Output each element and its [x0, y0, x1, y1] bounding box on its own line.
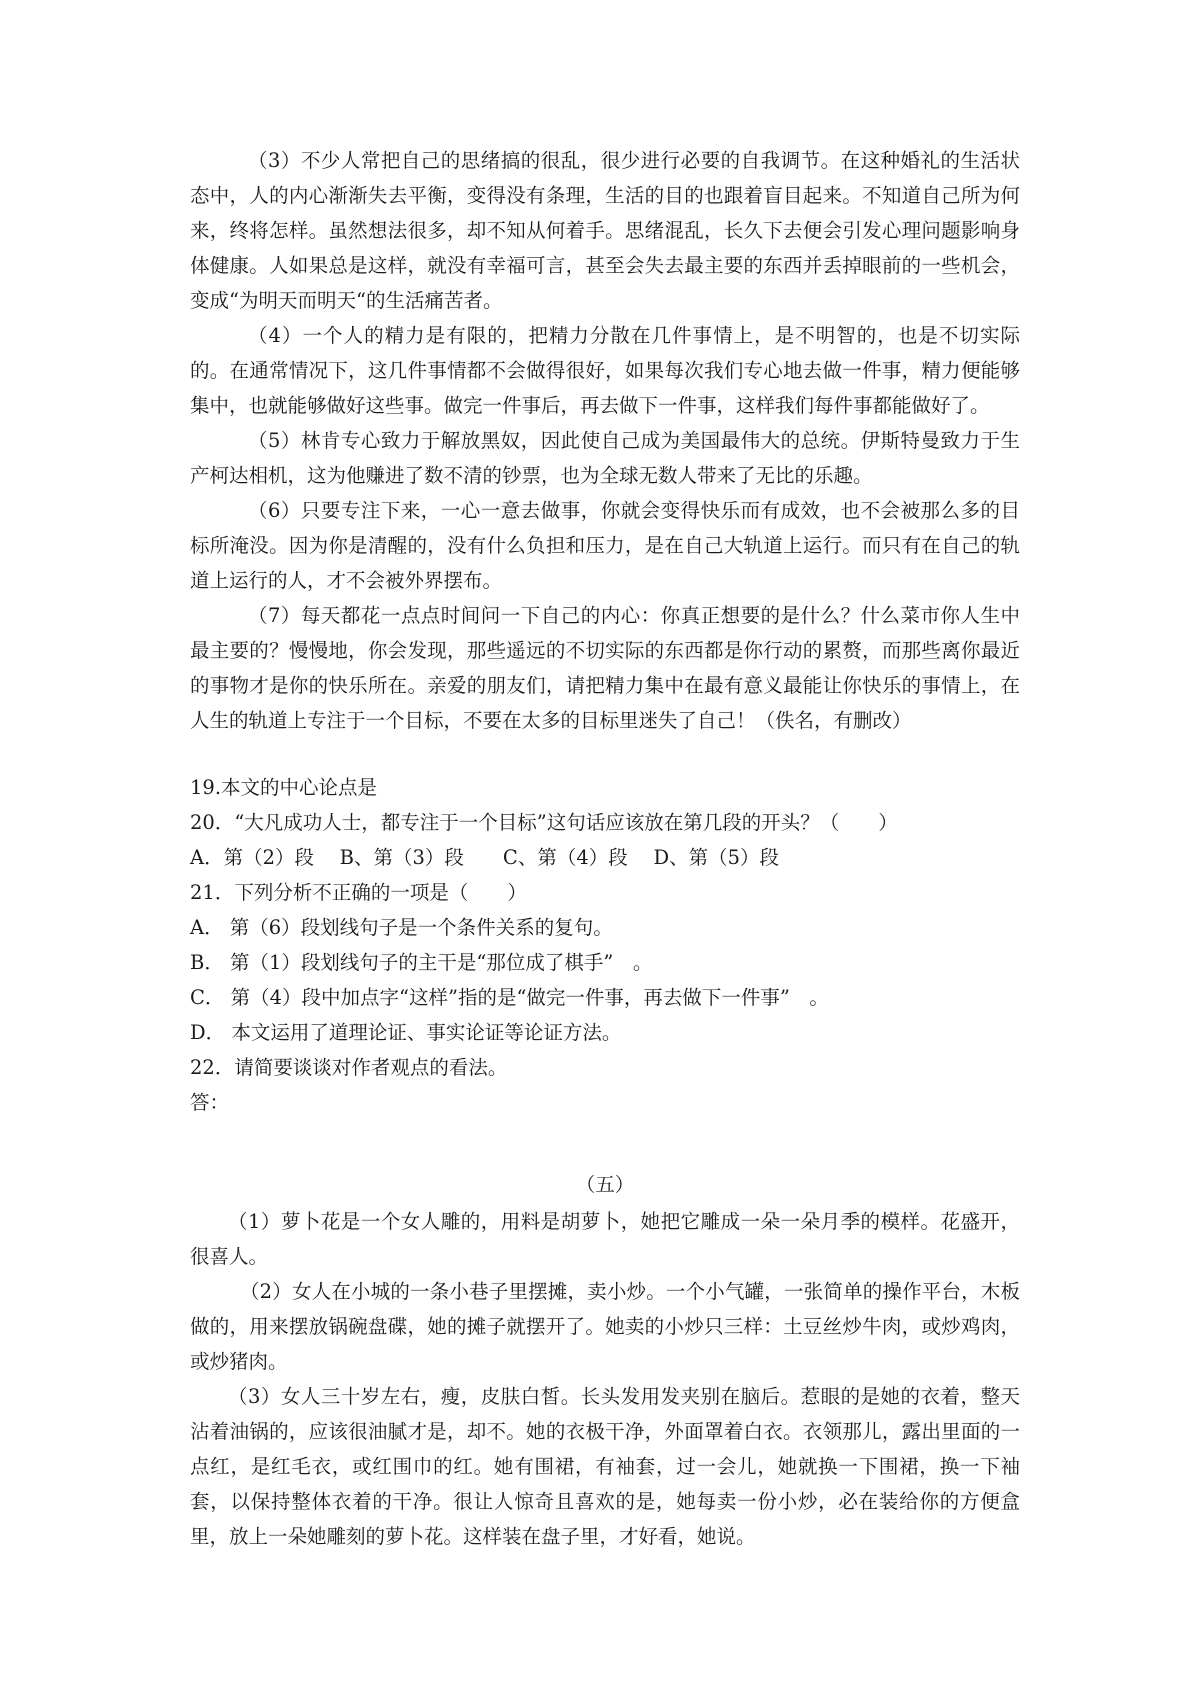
section-4-passage	[190, 143, 1020, 738]
question-22: 22．请简要谈谈对作者观点的看法。	[190, 1056, 508, 1079]
question-21-option-c: C． 第（4）段中加点字“这样”指的是“做完一件事，再去做下一件事” 。	[190, 986, 829, 1009]
question-21-option-b: B． 第（1）段划线句子的主干是“那位成了棋手” 。	[190, 951, 653, 974]
question-21: 21．下列分析不正确的一项是（ ）	[190, 881, 527, 904]
question-21-option-d: D． 本文运用了道理论证、事实论证等论证方法。	[190, 1021, 622, 1044]
questions-list	[190, 770, 1020, 1120]
paragraph-3: （3）不少人常把自己的思绪搞的很乱，很少进行必要的自我调节。在这种婚礼的生活状态中，人的内心渐渐失去平衡，变得没有条理，生活的目的也跟着盲目起来。不知道自己所为何来，终将怎样。虽然想法很多，却不知从何着手。思绪混乱，长久下去便会引发心理问题影响身体健康。人如果总是这样，就没有幸福可言，甚至会失去最主要的东西并丢掉眼前的一些机会，变成“为明天而明天“的生活痛苦者。	[190, 149, 1020, 312]
paragraph-4: （4）一个人的精力是有限的，把精力分散在几件事情上，是不明智的，也是不切实际的。在通常情况下，这几件事情都不会做得很好，如果每次我们专心地去做一件事，精力便能够集中，也就能够做好这些事。做完一件事后，再去做下一件事，这样我们每件事都能做好了。	[190, 324, 1020, 417]
section-5-passage	[190, 1204, 1020, 1554]
paragraph-6: （6）只要专注下来，一心一意去做事，你就会变得快乐而有成效，也不会被那么多的目标所淹没。因为你是清醒的，没有什么负担和压力，是在自己大轨道上运行。而只有在自己的轨道上运行的人，才不会被外界摆布。	[190, 499, 1020, 592]
answer-label: 答：	[190, 1091, 230, 1114]
section5-paragraph-1: （1）萝卜花是一个女人雕的，用料是胡萝卜，她把它雕成一朵一朵月季的模样。花盛开，很喜人。	[190, 1210, 1020, 1268]
section-5-heading: （五）	[575, 1173, 635, 1196]
paragraph-7: （7）每天都花一点点时间问一下自己的内心：你真正想要的是什么？什么菜市你人生中最主要的？慢慢地，你会发现，那些遥远的不切实际的东西都是你行动的累赘，而那些离你最近的事物才是你的快乐所在。亲爱的朋友们，请把精力集中在最有意义最能让你快乐的事情上，在人生的轨道上专注于一个目标，不要在太多的目标里迷失了自己！（佚名，有删改）	[190, 604, 1020, 732]
section5-paragraph-3: （3）女人三十岁左右，瘦，皮肤白皙。长头发用发夹别在脑后。惹眼的是她的衣着，整天沾着油锅的，应该很油腻才是，却不。她的衣极干净，外面罩着白衣。衣领那儿，露出里面的一点红，是红毛衣，或红围巾的红。她有围裙，有袖套，过一会儿，她就换一下围裙，换一下袖套，以保持整体衣着的干净。很让人惊奇且喜欢的是，她每卖一份小炒，必在装给你的方便盒里，放上一朵她雕刻的萝卜花。这样装在盘子里，才好看，她说。	[190, 1385, 1020, 1548]
question-20: 20．“大凡成功人士，都专注于一个目标”这句话应该放在第几段的开头？（ ）	[190, 811, 898, 834]
paragraph-5: （5）林肯专心致力于解放黑奴，因此使自己成为美国最伟大的总统。伊斯特曼致力于生产柯达相机，这为他赚进了数不清的钞票，也为全球无数人带来了无比的乐趣。	[190, 429, 1020, 487]
question-19: 19.本文的中心论点是	[190, 776, 378, 799]
question-20-options: A．第（2）段 B、第（3）段 C、第（4）段 D、第（5）段	[190, 846, 779, 869]
section5-paragraph-2: （2）女人在小城的一条小巷子里摆摊，卖小炒。一个小气罐，一张简单的操作平台，木板做的，用来摆放锅碗盘碟，她的摊子就摆开了。她卖的小炒只三样：土豆丝炒牛肉，或炒鸡肉，或炒猪肉。	[190, 1280, 1020, 1373]
question-21-option-a: A． 第（6）段划线句子是一个条件关系的复句。	[190, 916, 613, 939]
